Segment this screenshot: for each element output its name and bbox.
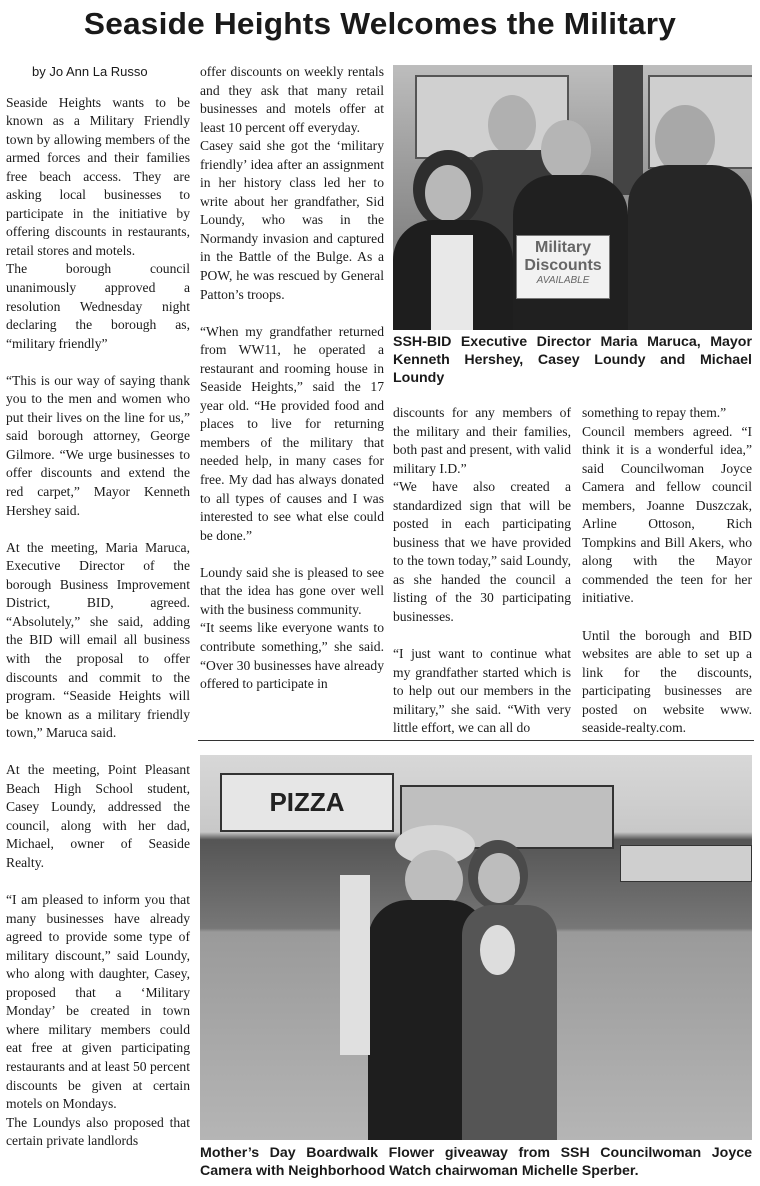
paragraph: offer discounts on weekly rentals and they ask that many retail businesses and motels offer at least 10 percent off everyday. [200, 64, 384, 135]
paragraph: “It seems like everyone wants to contribute something,” she said. “Over 30 businesses have already offered to participate in [200, 620, 384, 692]
paragraph: Loundy said she is pleased to see that the idea has gone over well with the business community. [200, 564, 384, 617]
paragraph: Casey said she got the ‘military friendly’ idea after an assignment in her history class led her to write about her grandfather, Sid Loundy, who was in the Normandy invasion and captured in the Battle of the Bulge. As a POW, he was rescued by General Patton’s troops. [200, 138, 384, 302]
sign-line: AVAILABLE [536, 275, 590, 286]
photo-group-with-sign [393, 65, 752, 330]
sign-line: Military [534, 239, 591, 256]
blouse [431, 235, 473, 330]
article-column-3 [393, 404, 571, 738]
byline: by Jo Ann La Russo [32, 64, 148, 79]
military-discounts-sign [516, 235, 610, 299]
paragraph: The Loundys also proposed that certain private landlords [6, 1114, 190, 1149]
photo-caption: SSH-BID Executive Director Maria Maruca, Mayor Kenneth Hershey, Casey Loundy and Michael Loundy [393, 334, 752, 386]
paragraph: Council members agreed. “I think it is a wonderful idea,” said Councilwoman Joyce Camera and fellow council members, Joanne Duszczak, Arline Ottoson, Rich Tompkins and Bill Akers, who along with the Mayor commended the teen for her initiative. [582, 423, 752, 606]
photo-boardwalk [200, 755, 752, 1140]
paragraph: Until the borough and BID websites are able to set up a link for the discounts, participating businesses are posted on website www. seaside-realty.com. [582, 627, 752, 736]
paragraph: At the meeting, Point Pleasant Beach High School student, Casey Loundy, addressed the council, along with her dad, Michael, owner of Seaside Realty. [6, 762, 190, 870]
person-face [541, 120, 591, 180]
pizza-storefront-sign: PIZZA [220, 773, 394, 832]
paragraph: “I just want to continue what my grandfather started which is to help out our members in the military,” she said. “With very little effort, we can all do [393, 646, 571, 736]
paragraph: “We have also created a standardized sign that will be posted in each participating business that we have provided to the town today,” said Loundy, as she handed the council a listing of the 30 participating businesses. [393, 479, 571, 625]
bystander [340, 875, 370, 1055]
flag [613, 65, 643, 195]
person-head [488, 95, 536, 155]
paragraph: something to repay them.” [582, 405, 727, 420]
person-face [425, 165, 471, 221]
article-column-4 [582, 404, 752, 738]
flowers [480, 925, 515, 975]
paragraph: “I am pleased to inform you that many businesses have already agreed to provide some type of military discount,” said Loundy, who along with daughter, Casey, proposed that a ‘Military Monday’ be created in town where military members could eat free at given participating restaurants and at least 50 percent discounts be given at certain motels on Mondays. [6, 892, 190, 1112]
paragraph: The borough council unanimously approved a resolution Wednesday night declaring the borough as, “military friendly” [6, 261, 190, 351]
paragraph: Seaside Heights wants to be known as a Military Friendly town by allowing members of the armed forces and their families free beach access. They are asking local businesses to participate in the initiative by offering discounts in restaurants, retail stores and motels. [6, 94, 190, 258]
article-column-2 [200, 63, 384, 694]
headline: Seaside Heights Welcomes the Military [83, 6, 677, 41]
person-body [628, 165, 752, 330]
divider [198, 740, 754, 741]
paragraph: At the meeting, Maria Maruca, Executive Director of the borough Business Improvement District, BID, agreed. “Absolutely,” she said, adding the BID will email all business with the proposal to offer discounts and commit to the program. “Seaside Heights will be known as a military friendly town,” Maruca said. [6, 539, 190, 741]
article-column-1 [6, 63, 190, 1151]
person-face [478, 853, 520, 903]
paragraph: “When my grandfather returned from WW11, he operated a restaurant and rooming house in Seaside Heights,” said the 17 year old. “He provided food and places to live for returning members of the military that needed help, in many cases for free. My dad has always donated to all types of causes and I was interested to see what else could be done.” [200, 323, 384, 543]
sign-line: Discounts [524, 257, 602, 274]
paragraph: “This is our way of saying thank you to the men and women who put their lives on the line for us,” said borough attorney, George Gilmore. “We urge businesses to offer discounts and extend the red carpet,” Mayor Kenneth Hershey said. [6, 372, 190, 518]
paragraph: discounts for any members of the military and their families, both past and present, with valid military I.D.” [393, 405, 571, 476]
photo-caption: Mother’s Day Boardwalk Flower giveaway from SSH Councilwoman Joyce Camera with Neighborhood Watch chairwoman Michelle Sperber. [200, 1145, 752, 1179]
storefront-sign [620, 845, 752, 882]
